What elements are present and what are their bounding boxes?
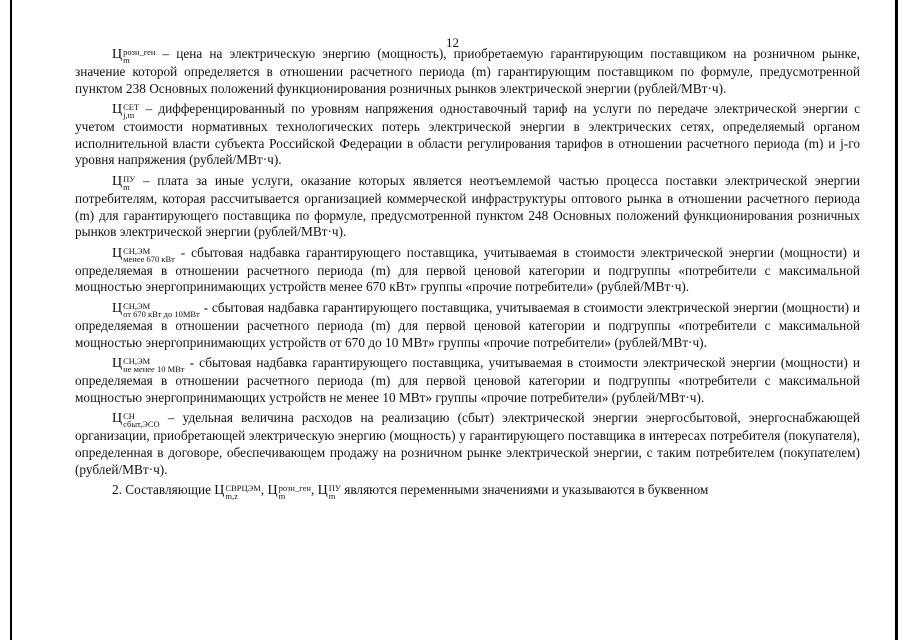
- section-2-suffix: являются переменными значениями и указываются в буквенном: [340, 482, 709, 498]
- formula-symbol: Ц СН сбыт,ЭСО: [112, 411, 160, 430]
- definition-text: – плата за иные услуги, оказание которых является неотъемлемой частью процесса поставки электрической энергии потребителям, которая рассчитывается организацией коммерческой инфраструктуры оптового рынка в отношении расчетного периода (m) для гарантирующего поставщика по формуле, предусмотренной пунктом 248 Основных положений функционирования розничных рынков электрической энергии (рублей/МВт·ч).: [75, 172, 860, 240]
- definition-paragraph: [75, 46, 860, 97]
- separator: ,: [310, 482, 318, 498]
- definition-text: - сбытовая надбавка гарантирующего поставщика, учитываемая в стоимости электрической энергии (мощности) и определяемая в отношении расчетного периода (m) для первой ценовой категории и подгруппы «потребители с максимальной мощностью энергопринимающих устройств менее 670 кВт» группы «прочие потребители» (рублей/МВт·ч).: [75, 244, 860, 295]
- formula-symbol: Ц СН,ЭМ менее 670 кВт: [112, 245, 175, 264]
- definition-text: – дифференцированный по уровням напряжения одноставочный тариф на услуги по передаче электрической энергии с учетом стоимости нормативных технологических потерь электрической энергии в электрических сетях, определяемый органом исполнительной власти субъекта Российской Федерации в области регулирования тарифов в отношении расчетного периода (m) и j-го уровня напряжения (рублей/МВт·ч).: [75, 101, 860, 168]
- scan-border-left: [10, 0, 12, 640]
- formula-symbol: Ц розн_ген m: [112, 47, 156, 65]
- scan-border-right: [895, 0, 898, 640]
- page-number: 12: [446, 35, 459, 50]
- section-2-prefix: 2. Составляющие: [112, 482, 215, 498]
- section-2-paragraph: [75, 482, 860, 500]
- document-body: [75, 46, 860, 504]
- definition-text: – удельная величина расходов на реализацию (сбыт) электрической энергии энергосбытовой, энергоснабжающей организации, приобретающей электрическую энергию (мощность) у гарантирующего поставщика в интересах потребителя (покупателя), определенная в договоре, обеспечивающем продажу на розничном рынке электрической энергии, с таким потребителем (покупателем) (рублей/МВт·ч).: [75, 410, 860, 477]
- definition-paragraph: [75, 173, 860, 241]
- formula-symbol: Ц ПУ m: [112, 173, 136, 192]
- formula-symbol: Ц ПУ m: [317, 483, 341, 502]
- formula-symbol: Ц СН,ЭМ от 670 кВт до 10МВт: [112, 300, 200, 319]
- definition-text: - сбытовая надбавка гарантирующего поставщика, учитываемая в стоимости электрической энергии (мощности) и определяемая в отношении расчетного периода (m) для первой ценовой категории и подгруппы «потребители с максимальной мощностью энергопринимающих устройств от 670 до 10 МВт» группы «прочие потребители» (рублей/МВт·ч).: [75, 299, 860, 350]
- definition-paragraph: [75, 300, 860, 351]
- separator: ,: [260, 482, 268, 498]
- formula-symbol: Ц СЕТ j,m: [112, 102, 140, 121]
- definition-paragraph: [75, 101, 860, 169]
- definition-paragraph: [75, 355, 860, 406]
- definition-text: – цена на электрическую энергию (мощность), приобретаемую гарантирующим поставщиком на розничном рынке, значение которой определяется в отношении расчетного периода (m) гарантирующим поставщиком по формуле, предусмотренной пунктом 238 Основных положений функционирования розничных рынков электрической энергии (рублей/МВт·ч).: [75, 46, 860, 96]
- formula-symbol: Ц розн_ген m: [267, 483, 311, 502]
- definition-paragraph: [75, 410, 860, 478]
- formula-symbol: Ц СН,ЭМ не менее 10 МВт: [112, 356, 185, 375]
- definition-paragraph: [75, 245, 860, 296]
- formula-symbol: Ц СВРЦЭМ m,z: [214, 483, 261, 502]
- definition-text: - сбытовая надбавка гарантирующего поставщика, учитываемая в стоимости электрической энергии (мощности) и определяемая в отношении расчетного периода (m) для первой ценовой категории и подгруппы «потребители с максимальной мощностью энергопринимающих устройств не менее 10 МВт» группы «прочие потребители» (рублей/МВт·ч).: [75, 355, 860, 405]
